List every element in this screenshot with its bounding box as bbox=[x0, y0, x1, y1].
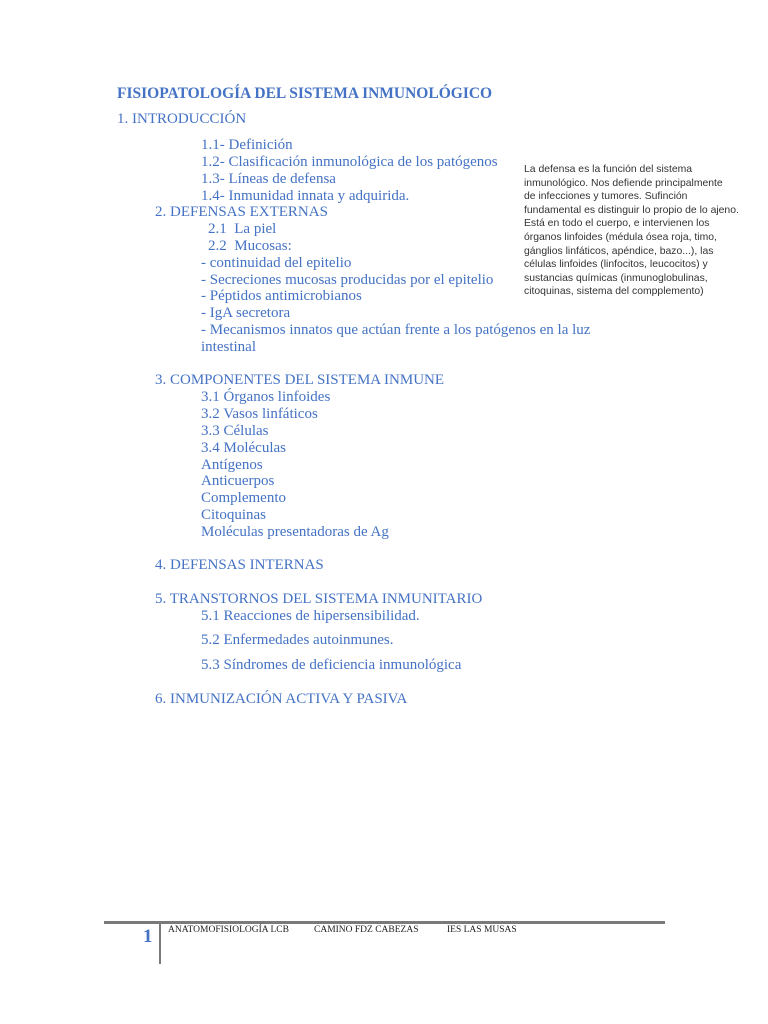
outline-item: 2.2 Mucosas: bbox=[208, 238, 292, 254]
outline-item: 5.1 Reacciones de hipersensibilidad. bbox=[201, 608, 420, 624]
side-note-line: de infecciones y tumores. Sufinción bbox=[524, 191, 688, 203]
outline-item: 5.3 Síndromes de deficiencia inmunológica bbox=[201, 657, 462, 673]
outline-item: 3.4 Moléculas bbox=[201, 440, 286, 456]
outline-item: Complemento bbox=[201, 490, 286, 506]
side-note-line: La defensa es la función del sistema bbox=[524, 164, 693, 175]
side-note-line: órganos linfoides (médula ósea roja, timo, bbox=[524, 231, 717, 243]
outline-item: 1.3- Líneas de defensa bbox=[201, 171, 336, 187]
outline-item: - IgA secretora bbox=[201, 305, 291, 321]
footer-rule bbox=[104, 921, 665, 924]
outline-item: - Mecanismos innatos que actúan frente a los patógenos en la luz bbox=[201, 322, 591, 338]
outline-item: 3.1 Órganos linfoides bbox=[201, 389, 331, 405]
side-note-line: gánglios linfáticos, apéndice, bazo...), las bbox=[524, 245, 714, 257]
outline-item: 1.2- Clasificación inmunológica de los patógenos bbox=[201, 154, 498, 170]
footer-subject: ANATOMOFISIOLOGÍA LCB bbox=[168, 925, 289, 935]
page-number: 1 bbox=[143, 926, 153, 947]
side-note-line: células linfoides (linfocitos, leucocitos) y bbox=[524, 259, 708, 271]
outline-item: 2.1 La piel bbox=[208, 221, 277, 237]
side-note bbox=[524, 163, 760, 299]
section-heading: 1. INTRODUCCIÓN bbox=[117, 111, 247, 127]
outline-item: Anticuerpos bbox=[201, 473, 275, 489]
outline-item: Antígenos bbox=[201, 457, 263, 473]
outline-item: Moléculas presentadoras de Ag bbox=[201, 524, 389, 540]
outline-item: - continuidad del epitelio bbox=[201, 255, 352, 271]
outline-item: 3.3 Células bbox=[201, 423, 269, 439]
outline-item: 5.2 Enfermedades autoinmunes. bbox=[201, 632, 394, 648]
document-title: FISIOPATOLOGÍA DEL SISTEMA INMUNOLÓGICO bbox=[117, 85, 493, 102]
outline-item: - Péptidos antimicrobianos bbox=[201, 288, 362, 304]
section-heading: 3. COMPONENTES DEL SISTEMA INMUNE bbox=[155, 372, 445, 388]
side-note-line: citoquinas, sistema del compplemento) bbox=[524, 286, 704, 298]
outline-item: 3.2 Vasos linfáticos bbox=[201, 406, 318, 422]
side-note-line: inmunológico. Nos defiende principalmente bbox=[524, 177, 723, 189]
footer-author: CAMINO FDZ CABEZAS bbox=[314, 925, 419, 935]
section-heading: 2. DEFENSAS EXTERNAS bbox=[155, 204, 328, 220]
outline-item: 1.4- Inmunidad innata y adquirida. bbox=[201, 188, 410, 204]
footer-divider bbox=[159, 921, 161, 964]
side-note-line: sustancias químicas (inmunoglobulinas, bbox=[524, 272, 708, 284]
side-note-line: fundamental es distinguir lo propio de lo ajeno. bbox=[524, 204, 739, 216]
outline-item: - Secreciones mucosas producidas por el epitelio bbox=[201, 272, 494, 288]
footer-school: IES LAS MUSAS bbox=[447, 925, 517, 935]
side-note-line: Está en todo el cuerpo, e intervienen los bbox=[524, 218, 710, 230]
section-heading: 4. DEFENSAS INTERNAS bbox=[155, 557, 324, 573]
outline-item: Citoquinas bbox=[201, 507, 267, 523]
outline-item: 1.1- Definición bbox=[201, 137, 293, 153]
section-heading: 5. TRANSTORNOS DEL SISTEMA INMUNITARIO bbox=[155, 591, 483, 607]
section-heading: 6. INMUNIZACIÓN ACTIVA Y PASIVA bbox=[155, 691, 408, 707]
outline-item: intestinal bbox=[201, 339, 256, 355]
